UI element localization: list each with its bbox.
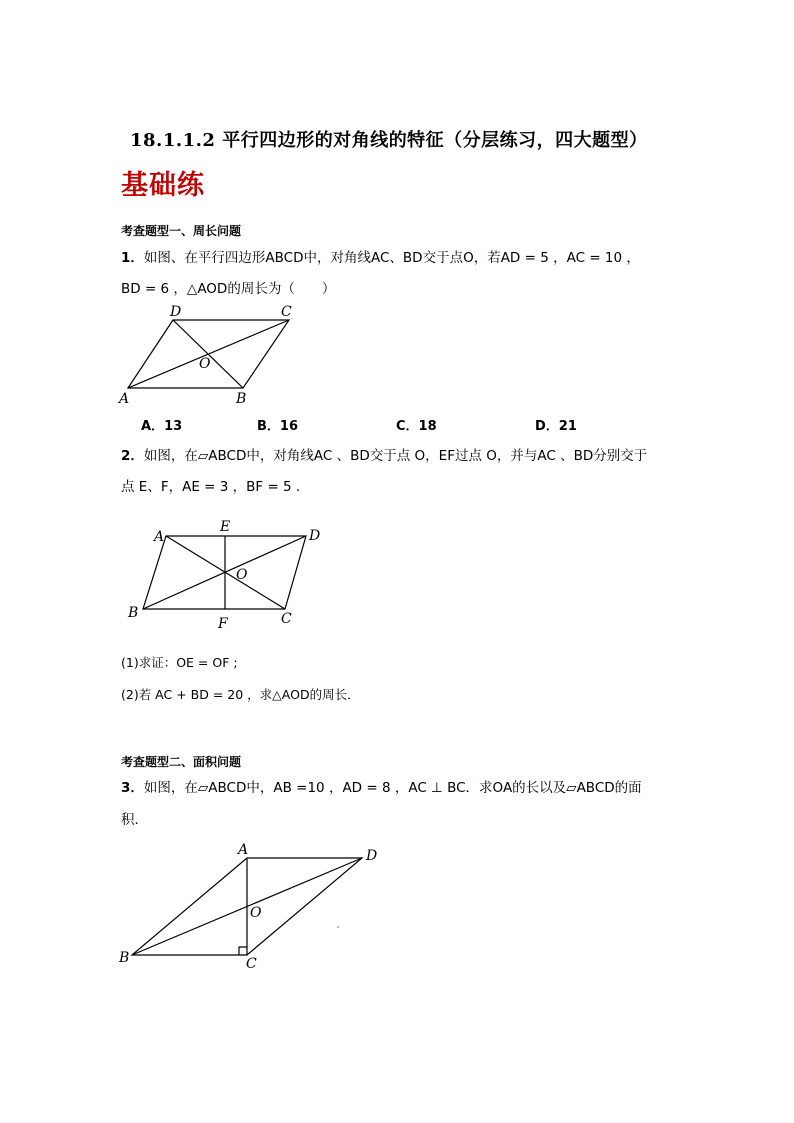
q3-number: 3． xyxy=(121,780,144,796)
q3-label-b: B xyxy=(119,950,130,966)
choice-b-value: 16 xyxy=(279,419,299,434)
q2-stem-line2: 点 E、F，AE = 3 ，BF = 5 . xyxy=(121,479,301,495)
q3-label-a: A xyxy=(238,842,249,858)
choice-d-value: 21 xyxy=(558,419,577,434)
choice-c-value: 18 xyxy=(418,419,437,434)
q2-label-a: A xyxy=(154,529,165,545)
q2-label-d: D xyxy=(309,528,321,544)
q1-number: 1． xyxy=(121,250,144,266)
q1-stem-line2: BD = 6 ，△AOD的周长为（ ） xyxy=(121,281,336,297)
q3-stem-line1: 如图，在▱ABCD中，AB =10 ，AD = 8 ，AC ⊥ BC．求OA的长以及▱ABCD的面 xyxy=(143,780,642,796)
page-title: 18.1.1.2 平行四边形的对角线的特征（分层练习，四大题型） xyxy=(130,130,648,151)
q1-label-a: A xyxy=(119,391,130,407)
q2-label-c: C xyxy=(281,611,292,627)
q2-label-f: F xyxy=(218,616,228,632)
q1-label-d: D xyxy=(170,304,182,320)
choice-a-value: 13 xyxy=(164,419,183,434)
q2-part1: (1)求证：OE = OF ; xyxy=(121,655,238,670)
q2-part2: (2)若 AC + BD = 20 ，求△AOD的周长． xyxy=(121,687,360,702)
section-heading-perimeter: 考查题型一、周长问题 xyxy=(121,224,242,238)
level-heading: 基础练 xyxy=(121,170,205,201)
q2-label-e: E xyxy=(220,519,231,535)
q2-stem-line1: 如图，在▱ABCD中，对角线AC 、BD交于点 O，EF过点 O，并与AC 、BD分别交于 xyxy=(143,448,648,464)
choice-d-letter: D． xyxy=(535,419,559,434)
choice-a-letter: A． xyxy=(141,419,165,434)
q3-label-o: O xyxy=(250,905,262,921)
q3-right-angle-mark xyxy=(239,947,247,955)
q3-stem-line2: 积． xyxy=(121,812,148,828)
q1-label-o: O xyxy=(199,356,211,372)
q2-label-b: B xyxy=(128,605,139,621)
q1-stem-line1: 如图、在平行四边形ABCD中，对角线AC、BD交于点O，若AD = 5 ，AC = 10 ， xyxy=(143,250,640,266)
q2-number: 2． xyxy=(121,448,144,464)
choice-b-letter: B． xyxy=(257,419,280,434)
q1-label-b: B xyxy=(236,391,247,407)
stray-dot xyxy=(337,926,338,927)
q3-label-d: D xyxy=(366,848,378,864)
q3-label-c: C xyxy=(246,956,257,972)
q2-label-o: O xyxy=(236,567,248,583)
section-heading-area: 考查题型二、面积问题 xyxy=(121,755,242,769)
q1-label-c: C xyxy=(281,304,292,320)
choice-c-letter: C． xyxy=(396,419,419,434)
